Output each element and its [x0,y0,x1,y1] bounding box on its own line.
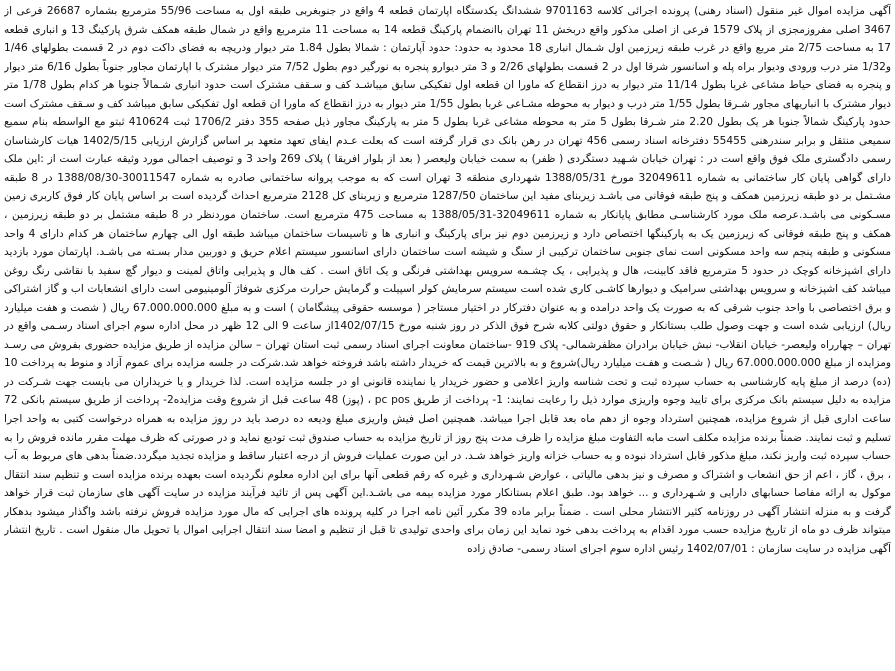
auction-notice-text: آگهی مزایده اموال غیر منقول (اسناد رهنی) پرونده اجرائی کلاسه 9701163 ششدانگ یکدستگاه اپارتمان قطعه 4 واقع در جنوبغربی طبقه اول به مساحت 55/96 مترمربع بشماره 26687 فرعی از 3467 اصلی مفروزمجزی از پلاک 1579 فرعی از اصلی مذکور واقع دربخش 11 تهران باانضمام پارکینگ قطعه 14 به مساحت 11 مترمربع واقع در شمال طبقه همکف شرق پارکینگ 13 و انباری قطعه 17 به مساحت 2/75 متر مربع واقع در غرب طبقه زیرزمین اول شـمال انباری 18 محدود به حدود: حدود آپارتمان : شمالا بطول 1.84 متر دیوار ودریچه به فضای داکت دوم در 2 قسمت بطولهای 1/46 و1/32 متر درب ورودی ودیوار براه پله و اسانسور شرقا اول در 2 قسمت بطولهای 2/26 و 3 متر دیوارو پنجره به نورگیر دوم بطول 7/52 متر دیوار مشترک با اپارتمان مجاور جنوباً بطول 6/16 متر دیوار و پنجره به فضای حیاط مشاعی غربا بطول 11/14 متر دیوار به درز انقطاع که ماورا ان قطعه اول تفکیکی سابق میباشـد کف و سـقف مشترک است حدود انباری شـمالاً جنوبا هر کدام بطول 1/78 متر دیوار مشترک با انباریهای مجاور شـرقا بطول 1/55 متر درب و دیوار به محوطه مشـاعی غربا بطول 1/55 متر دیوار به درز انقطاع که ماورا ان قطعه اول تفکیکی سابق میباشد کف و سـقف مشترک است حدود پارکینگ شمالاً جنوبا هر یک بطول 2.20 متر شـرقا بطول 5 متر به محوطه مشاعی غربا بطول 5 متر به پارکینگ مجاور ذیل صفحه 355 دفتر 1706/2 ثبت 410624 ثبتو مع الواسطه بنام سمیع سمیعی منتقل و برابر سندرهنی 55455 دفترخانه اسناد رسمی 456 تهران در رهن بانک دی قرار گرفته است که بعلت عـدم ایفای تعهد متعهد بر اساس گزارش ارزیابی 1402/5/15 هیات کارشناسان رسمی دادگستری ملک فوق واقع است در : تهران خیابان شـهید دستگردی ( ظفر) به سمت خیابان ولیعصر ( بعد از بلوار افریقا ) پلاک 269 واحد 3 و توصیف اجمالی مورد وثیقه عبارت است از :این ملک دارای گواهی پایان کار ساختمانی به شماره 32049611 مورخ 1388/05/31 شهرداری منطقه 3 تهران است که به موجب پروانه ساختمانی صادره به شماره 30011547-1388/08/30 در 8 طبقه مشـتمل بر دو طبقه زیرزمین همکف و پنج طبقه فوقانی می باشـد زیربنای مفید این ساختمان 1287/50 مترمربع و زیربنای کل 2128 مترمربع احداث گردیده است بر اساس پایان کار فوق کاربری زمین مسـکونی می باشـد.عرصه ملک مورد کارشناسـی مطابق پایانکار به شماره 32049611-1388/05/31 به مساحت 475 مترمربع است. ساختمان موردنظر در 8 طبقه مشتمل بر دو طبقه زیرزمین ، همکف و پنج طبقه فوقانی که زیرزمین یک به پارکینگها اختصاص دارد و زیرزمین دوم نیز برای پارکینگ و انباری ها و تاسیسات ساختمان میباشد طبقه اول الی چهارم ساختمان هر کدام دارای 4 واحد مسکونی و طبقه پنجم سه واحد مسکونی است نمای جنوبی ساختمان ترکیبی از سنگ و شیشه است ساختمان دارای اسانسور سیستم اعلام حریق و دوربین مدار بسـته می باشـد. اپارتمان مورد بازدید دارای اشپزخانه کوچک در حدود 5 مترمربع فاقد کابینت، هال و پذیرایی ، یک چشـمه سرویس بهداشتی فرنگی و یک اتاق است . کف هال و پذیرایی واتاق لمینت و دیوار گچ سفید با نقاشی رنگ روغن میباشد کف اشپزخانه و سرویس بهداشتی سرامیک و دیوارها کاشـی کاری شده است سیستم سرمایش کولر اسپیلت و گرمایش حرارت مرکزی شوفاژ آلومینیومی است دارای انشعابات اب و گاز اشتراکی و برق اختصاصی با واحد جنوب شرقی که به صورت یک واحد درامده و به عنوان دفترکار در اختیار مستاجر ( موسسه حقوقی پیشگامان ) است و به مبلغ 67.000.000.000 ریال ( شصت و هفت میلیارد ریال) ارزیابی شده است و جهت وصول طلب بستانکار و حقوق دولتی کلابه شرح فوق الذکر در روز شنبه مورخ 1402/07/15از ساعت 9 الی 12 ظهر در محل اداره سوم اجرای اسناد رسـمی واقع در تهران – چهارراه ولیعصر- خیابان انقلاب- نبش خیابان برادران مظفرشمالی- پلاک 919 -ساختمان معاونت اجرای اسناد رسمی ثبت استان تهران – سالن مزایده از طریق مزایده حضوری بفروش می رسـد ومزایده از مبلغ 67.000.000.000 ریال ( شـصت و هفـت میلیارد ریال)شروع و به بالاترین قیمت که خریدار داشته باشد فروخته خواهد شد.شرکت در جلسه مزایده برای عموم آزاد و منوط به پرداخت 10 (ده) درصد از مبلغ پایه کارشناسی به حساب سپرده ثبت و تحت شناسه واریز اعلامی و حضور خریدار یا نماینده قانونی او در جلسه مزایده است. لذا خریدار و یا خریداران می بایست جهت شـرکت در مزایده به دلیل سیستم بانک مرکزی برای تایید وجوه واریزی موارد ذیل را رعایت نمایند: 1- پرداخت از طریق pc pos ، (پوز) 48 ساعت قبل از شروع وقت مزایده2- پرداخت از طریق سیستم بانکی 72 ساعت اداری قبل از شروع مزایده، همچنین استرداد وجوه از دهم ماه بعد قابل اجرا میباشد. همچنین اصل فیش واریزی مبلغ ودیعه ده درصد باید در روز مزایده به همراه درخواست کتبی به واحد اجرا تسلیم و ثبت نمایند. ضمناً برنده مزایده مکلف است مابه التفاوت مبلغ مزایده را ظرف مدت پنج روز از تاریخ مزایده به حساب صندوق ثبت تودیع نماید و در صورتی که ظرف مهلت مقرر مانده فروش را به حساب سپرده ثبت واریز نکند، مبلغ مذکور قابل استرداد نبوده و به حساب خزانه واریز خواهد شـد. در این صورت عملیات فروش از درجه اعتبار ساقط و مزایده تجدید میگردد.ضمناً بدهی های مربوط به آب ، برق ، گاز ، اعم از حق انشعاب و اشتراک و مصرف و نیز بدهی مالیاتی ، عوارض شـهرداری و غیره که رقم قطعی آنها برای این اداره معلوم نگردیده است بعهده برنده مزایده است و تنظیم سند انتقال موکول به ارائه مفاصا حسابهای دارایی و شـهرداری و ... خواهد بود. طبق اعلام بستانکار مورد مزایده بیمه می باشـد.این آگهی پس از تائید فرآیند مزایده در سایت آگهی های سازمان ثبت قرار خواهد گرفت و به منزله انتشار آگهی در روزنامه کثیر الانتشار محلی است . ضمناً برابر ماده 39 مکرر آئین نامه اجرا در کلیه پرونده های اجرایی که مال مورد مزایده فروش نرفته باشد واگذار میشود بدهکار میتواند ظرف دو ماه از تاریخ مزایده حسب مورد اقدام به پرداخت بدهی خود نماید این زمان برای واحدی تولیدی تا قبل از تنظیم و امضا سند انتقال اجرایی اموال یا تحویل مال منقول است . تاریخ انتشار آگهی مزایده در سایت سازمان : 1402/07/01 رئیس اداره سوم اجرای اسناد رسمی- صادق زاده [4,5,891,555]
